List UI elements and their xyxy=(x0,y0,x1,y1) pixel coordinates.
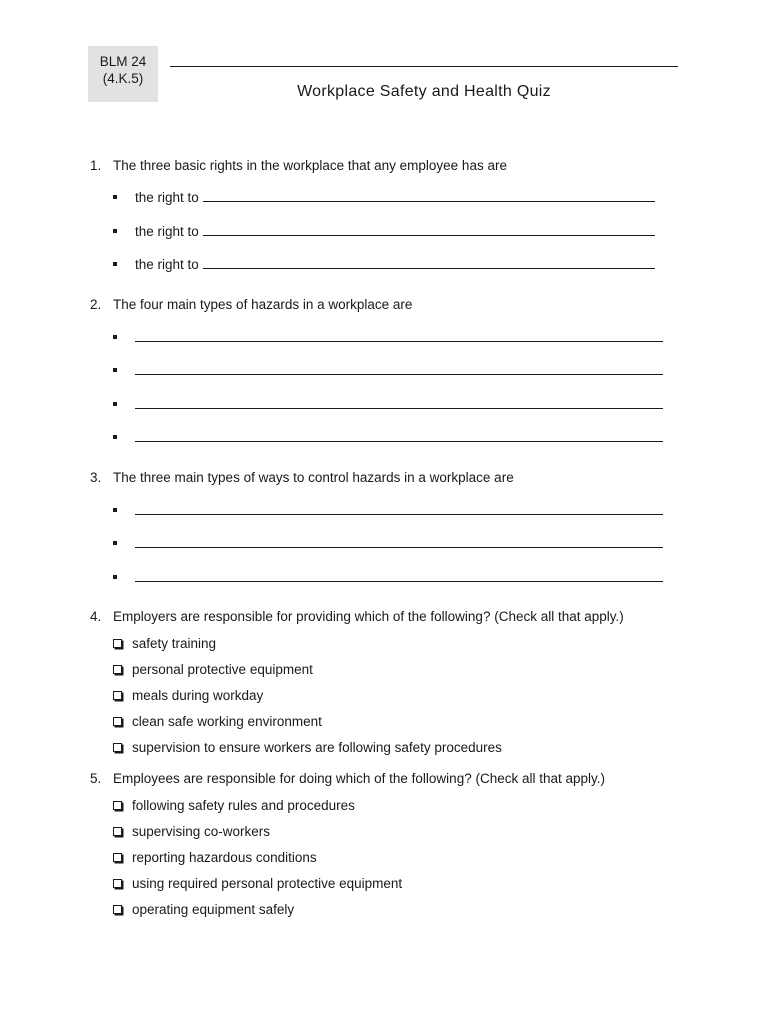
answer-blank[interactable] xyxy=(135,441,663,442)
blm-ref: (4.K.5) xyxy=(102,71,144,86)
checkbox-option[interactable] xyxy=(113,739,502,755)
page-title: Workplace Safety and Health Quiz xyxy=(297,83,551,100)
right-to-label: the right to xyxy=(135,257,199,272)
question-text: The four main types of hazards in a workplace are xyxy=(113,297,413,312)
option-label: meals during workday xyxy=(132,687,264,703)
question-4 xyxy=(90,609,624,624)
answer-blank[interactable] xyxy=(203,268,655,269)
name-field-line[interactable] xyxy=(170,66,678,67)
bullet-icon xyxy=(113,229,117,233)
checkbox-option[interactable] xyxy=(113,661,313,677)
checkbox-icon[interactable] xyxy=(113,691,122,700)
checkbox-icon[interactable] xyxy=(113,801,122,810)
bullet-icon xyxy=(113,541,117,545)
question-5 xyxy=(90,771,605,786)
checkbox-icon[interactable] xyxy=(113,665,122,674)
question-number: 1. xyxy=(90,158,102,173)
answer-line-row xyxy=(113,189,655,205)
answer-blank[interactable] xyxy=(135,374,663,375)
question-text: Employers are responsible for providing which of the following? (Check all that apply.) xyxy=(113,609,624,624)
answer-blank[interactable] xyxy=(135,341,663,342)
blm-label-box xyxy=(88,46,158,102)
option-label: personal protective equipment xyxy=(132,661,313,677)
bullet-icon xyxy=(113,335,117,339)
checkbox-icon[interactable] xyxy=(113,827,122,836)
question-number: 2. xyxy=(90,297,102,312)
checkbox-icon[interactable] xyxy=(113,743,122,752)
question-2 xyxy=(90,297,412,312)
bullet-icon xyxy=(113,262,117,266)
option-label: operating equipment safely xyxy=(132,901,295,917)
option-label: supervising co-workers xyxy=(132,823,271,839)
answer-line-row xyxy=(113,329,663,345)
right-to-label: the right to xyxy=(135,190,199,205)
checkbox-icon[interactable] xyxy=(113,853,122,862)
right-to-label: the right to xyxy=(135,224,199,239)
checkbox-option[interactable] xyxy=(113,687,263,703)
question-text: The three main types of ways to control hazards in a workplace are xyxy=(113,470,514,485)
answer-blank[interactable] xyxy=(203,201,655,202)
answer-blank[interactable] xyxy=(135,581,663,582)
checkbox-option[interactable] xyxy=(113,823,270,839)
bullet-icon xyxy=(113,435,117,439)
answer-blank[interactable] xyxy=(135,408,663,409)
answer-line-row xyxy=(113,502,663,518)
answer-blank[interactable] xyxy=(203,235,655,236)
bullet-icon xyxy=(113,508,117,512)
question-text: The three basic rights in the workplace that any employee has are xyxy=(113,158,507,173)
option-label: safety training xyxy=(132,635,217,651)
answer-line-row xyxy=(113,429,663,445)
blm-code: BLM 24 xyxy=(99,54,147,69)
checkbox-icon[interactable] xyxy=(113,905,122,914)
question-number: 4. xyxy=(90,609,102,624)
bullet-icon xyxy=(113,575,117,579)
bullet-icon xyxy=(113,195,117,199)
answer-blank[interactable] xyxy=(135,547,663,548)
checkbox-option[interactable] xyxy=(113,635,216,651)
question-number: 5. xyxy=(90,771,102,786)
bullet-icon xyxy=(113,368,117,372)
answer-line-row xyxy=(113,223,655,239)
option-label: using required personal protective equipment xyxy=(132,875,403,891)
answer-line-row xyxy=(113,256,655,272)
checkbox-icon[interactable] xyxy=(113,717,122,726)
option-label: supervision to ensure workers are following safety procedures xyxy=(132,739,502,755)
checkbox-option[interactable] xyxy=(113,875,402,891)
option-label: clean safe working environment xyxy=(132,713,322,729)
question-1 xyxy=(90,158,507,173)
answer-line-row xyxy=(113,362,663,378)
checkbox-option[interactable] xyxy=(113,797,355,813)
checkbox-option[interactable] xyxy=(113,849,317,865)
checkbox-option[interactable] xyxy=(113,713,322,729)
question-text: Employees are responsible for doing which of the following? (Check all that apply.) xyxy=(113,771,606,786)
option-label: reporting hazardous conditions xyxy=(132,849,317,865)
checkbox-option[interactable] xyxy=(113,901,294,917)
question-number: 3. xyxy=(90,470,102,485)
bullet-icon xyxy=(113,402,117,406)
question-3 xyxy=(90,470,514,485)
checkbox-icon[interactable] xyxy=(113,879,122,888)
option-label: following safety rules and procedures xyxy=(132,797,355,813)
answer-line-row xyxy=(113,569,663,585)
answer-blank[interactable] xyxy=(135,514,663,515)
answer-line-row xyxy=(113,396,663,412)
answer-line-row xyxy=(113,535,663,551)
checkbox-icon[interactable] xyxy=(113,639,122,648)
